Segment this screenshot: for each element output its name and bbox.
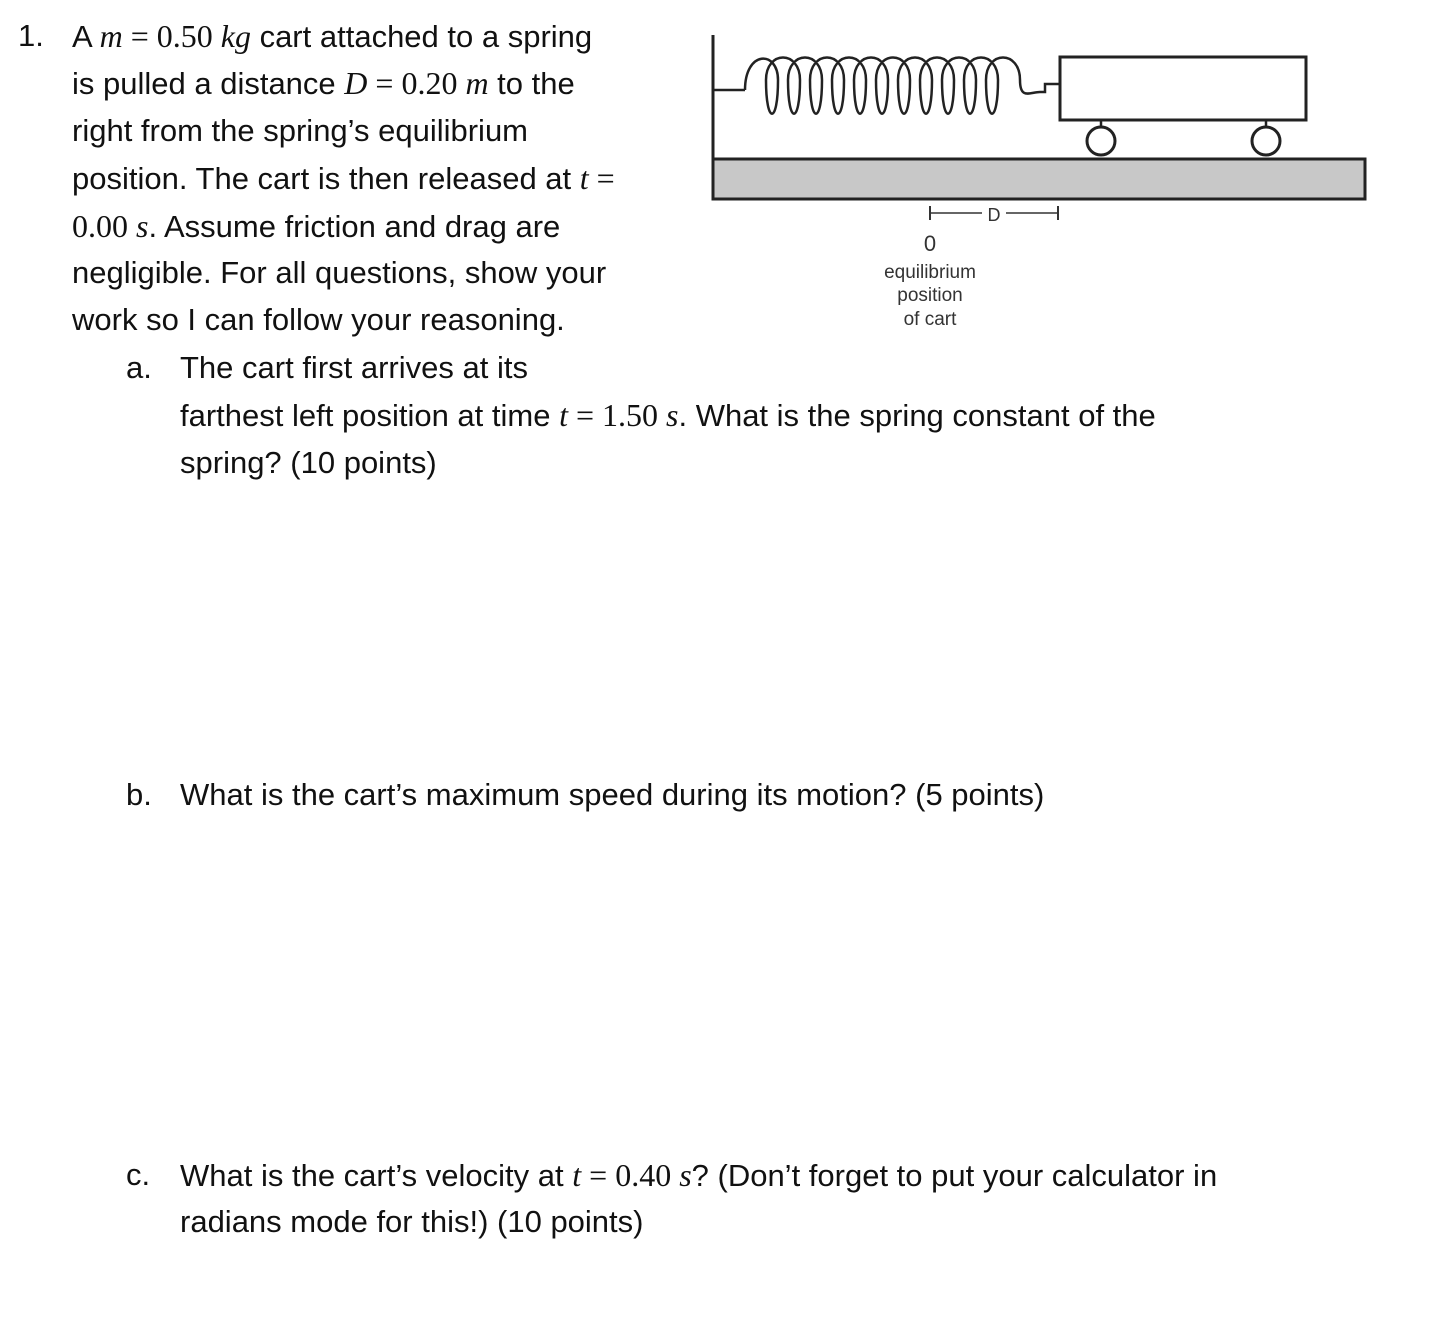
wheel-left	[1087, 127, 1115, 155]
intro-line-4: position. The cart is then released at t =	[72, 160, 615, 196]
spring-cart-diagram	[700, 20, 1380, 340]
intro-line-7: work so I can follow your reasoning.	[72, 302, 565, 337]
equilibrium-caption-3: of cart	[903, 309, 957, 330]
part-c-label: c.	[126, 1157, 151, 1192]
part-c-line-1: What is the cart’s velocity at t = 0.40 s? (Don’t forget to put your calculator in	[180, 1157, 1218, 1193]
part-a-line-2: farthest left position at time t = 1.50 s. What is the spring constant of the	[180, 397, 1156, 433]
spring-coil	[745, 58, 1040, 114]
d-marker-label: D	[987, 205, 1001, 225]
intro-line-2: is pulled a distance D = 0.20 m to the	[72, 65, 575, 101]
cart-body	[1060, 57, 1306, 120]
zero-label: 0	[923, 231, 937, 256]
part-a-line-3: spring? (10 points)	[180, 445, 437, 480]
floor-track	[713, 159, 1365, 199]
part-b-text: What is the cart’s maximum speed during its motion? (5 points)	[180, 777, 1045, 812]
intro-line-1: A m = 0.50 kg cart attached to a spring	[72, 18, 593, 54]
part-a-line-1: The cart first arrives at its	[180, 350, 528, 385]
part-b-label: b.	[126, 777, 152, 812]
part-c-line-2: radians mode for this!) (10 points)	[180, 1204, 644, 1239]
intro-line-6: negligible. For all questions, show your	[72, 255, 607, 290]
part-a-label: a.	[126, 350, 152, 385]
equilibrium-caption-2: position	[897, 285, 963, 306]
intro-line-5: 0.00 s. Assume friction and drag are	[72, 208, 561, 244]
problem-number: 1.	[18, 18, 44, 53]
equilibrium-caption-1: equilibrium	[884, 262, 976, 283]
intro-line-3: right from the spring’s equilibrium	[72, 113, 529, 148]
wheel-right	[1252, 127, 1280, 155]
spring-attach-right	[1040, 84, 1060, 92]
